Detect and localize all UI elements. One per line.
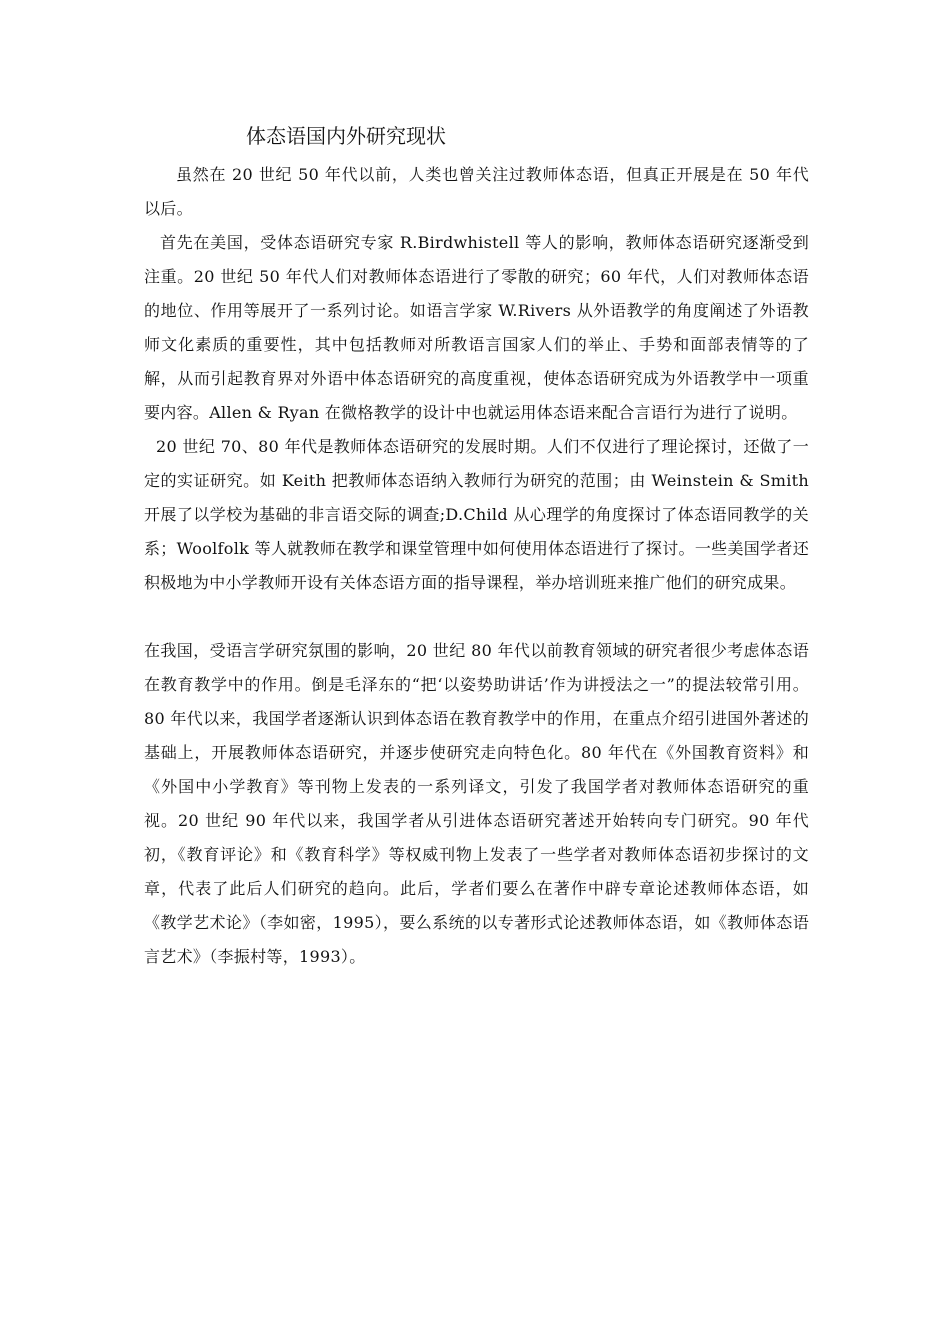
document-title: 体态语国内外研究现状	[246, 124, 446, 148]
document-body	[144, 158, 809, 974]
paragraph-china-research: 在我国，受语言学研究氛围的影响，20 世纪 80 年代以前教育领域的研究者很少考虑体态语在教育教学中的作用。倒是毛泽东的“把‘以姿势助讲话’作为讲授法之一”的提法较常引用。80 年代以来，我国学者逐渐认识到体态语在教育教学中的作用，在重点介绍引进国外著述的基础上，开展教师体态语研究，并逐步使研究走向特色化。80 年代在《外国教育资料》和《外国中小学教育》等刊物上发表的一系列译文，引发了我国学者对教师体态语研究的重视。20 世纪 90 年代以来，我国学者从引进体态语研究著述开始转向专门研究。90 年代初，《教育评论》和《教育科学》等权威刊物上发表了一些学者对教师体态语初步探讨的文章，代表了此后人们研究的趋向。此后，学者们要么在著作中辟专章论述教师体态语，如《教学艺术论》（李如密，1995），要么系统的以专著形式论述教师体态语，如《教师体态语言艺术》（李振村等，1993）。	[144, 641, 809, 966]
paragraph-gap	[144, 600, 809, 634]
paragraph-us-development: 20 世纪 70、80 年代是教师体态语研究的发展时期。人们不仅进行了理论探讨，还做了一定的实证研究。如 Keith 把教师体态语纳入教师行为研究的范围；由 Weinstein & Smith 开展了以学校为基础的非言语交际的调查;D.Child 从心理学的角度探讨了体态语同教学的关系；Woolfolk 等人就教师在教学和课堂管理中如何使用体态语进行了探讨。一些美国学者还积极地为中小学教师开设有关体态语方面的指导课程，举办培训班来推广他们的研究成果。	[144, 437, 809, 592]
paragraph-us-early-research: 首先在美国，受体态语研究专家 R.Birdwhistell 等人的影响，教师体态语研究逐渐受到注重。20 世纪 50 年代人们对教师体态语进行了零散的研究；60 年代，人们对教师体态语的地位、作用等展开了一系列讨论。如语言学家 W.Rivers 从外语教学的角度阐述了外语教师文化素质的重要性，其中包括教师对所教语言国家人们的举止、手势和面部表情等的了解，从而引起教育界对外语中体态语研究的高度重视，使体态语研究成为外语教学中一项重要内容。Allen & Ryan 在微格教学的设计中也就运用体态语来配合言语行为进行了说明。	[144, 233, 809, 422]
paragraph-intro: 虽然在 20 世纪 50 年代以前，人类也曾关注过教师体态语，但真正开展是在 50 年代以后。	[144, 165, 809, 218]
